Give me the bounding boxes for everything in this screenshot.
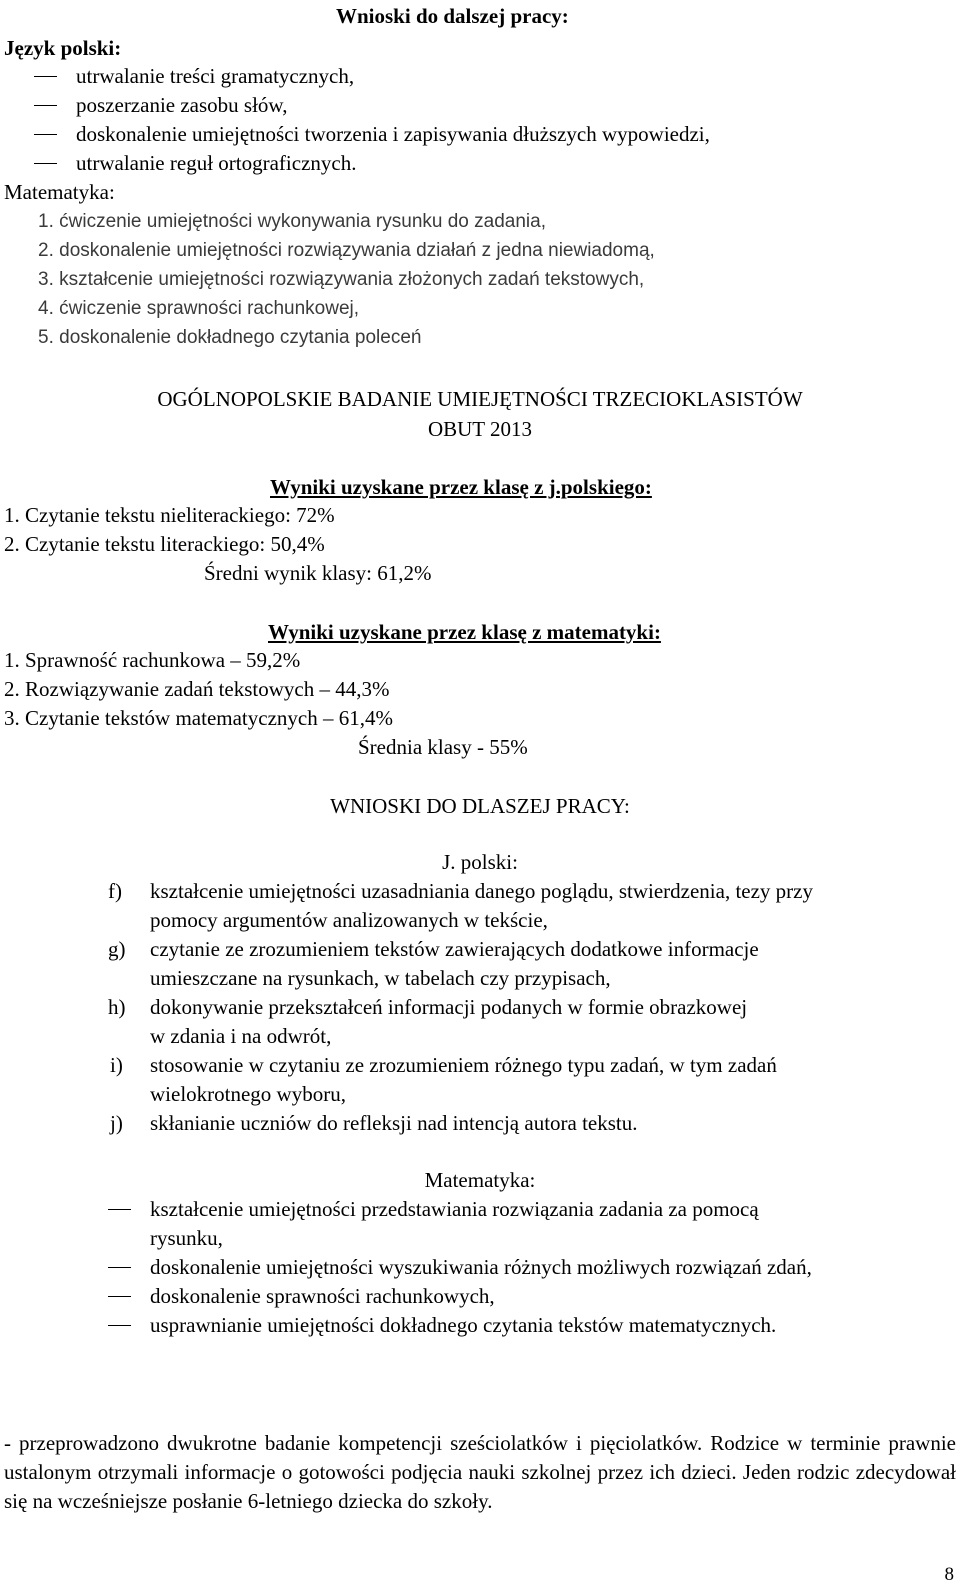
jpolski-item-line: czytanie ze zrozumieniem tekstów zawierających dodatkowe informacje [150,937,759,961]
math-item: 3. kształcenie umiejętności rozwiązywania złożonych zadań tekstowych, [38,269,645,290]
polish-average: Średni wynik klasy: 61,2% [204,561,432,585]
jpolski-item-line: umieszczane na rysunkach, w tabelach czy przypisach, [150,966,611,990]
jpolski-item-line: w zdania i na odwrót, [150,1024,332,1048]
jpolski-item-line: dokonywanie przekształceń informacji podanych w formie obrazkowej [150,995,748,1019]
polish-item: doskonalenie umiejętności tworzenia i zapisywania dłuższych wypowiedzi, [76,120,710,149]
polish-result: 2. Czytanie tekstu literackiego: 50,4% [4,532,325,556]
math2-item: doskonalenie umiejętności wyszukiwania różnych możliwych rozwiązań zdań, [150,1253,812,1282]
obut-year: OBUT 2013 [427,417,533,441]
math-result: 3. Czytanie tekstów matematycznych – 61,4% [4,706,393,730]
jpolski-heading: J. polski: [442,850,518,874]
jpolski-item-line: wielokrotnego wyboru, [150,1082,346,1106]
math-heading: Matematyka: [4,180,115,204]
obut-title: OGÓLNOPOLSKIE BADANIE UMIEJĘTNOŚCI TRZECIOKLASISTÓW [157,387,803,411]
math2-heading: Matematyka: [424,1168,536,1192]
polish-results-heading: Wyniki uzyskane przez klasę z j.polskiego: [270,475,652,499]
math-result: 1. Sprawność rachunkowa – 59,2% [4,648,301,672]
math-average: Średnia klasy - 55% [358,735,528,759]
page-number: 8 [944,1564,954,1585]
math-item: 1. ćwiczenie umiejętności wykonywania rysunku do zadania, [38,211,546,232]
section-title: Wnioski do dalszej pracy: [336,4,569,28]
conclusions-title: WNIOSKI DO DLASZEJ PRACY: [330,794,630,818]
item-letter: g) [108,937,126,961]
item-letter: i) [110,1053,123,1077]
jpolski-item-line: kształcenie umiejętności uzasadniania danego poglądu, stwierdzenia, tezy przy [150,879,813,903]
jpolski-item-line: pomocy argumentów analizowanych w tekście, [150,908,548,932]
final-paragraph: - przeprowadzono dwukrotne badanie kompetencji sześciolatków i pięciolatków. Rodzice w terminie prawnie ustalonym otrzymali informacje o gotowości podjęcia nauki szkolnej przez ich dzieci. Jeden rodzic zdecydował się na wcześniejsze posłanie 6-letniego dziecka do szkoły. [4,1431,956,1513]
math-item: 2. doskonalenie umiejętności rozwiązywania działań z jedna niewiadomą, [38,240,655,261]
polish-item: poszerzanie zasobu słów, [76,91,287,120]
item-letter: j) [110,1111,123,1135]
math-item: 4. ćwiczenie sprawności rachunkowej, [38,298,360,319]
jpolski-item-line: skłanianie uczniów do refleksji nad intencją autora tekstu. [150,1111,638,1135]
math2-item-cont: rysunku, [150,1226,223,1250]
math2-item: usprawnianie umiejętności dokładnego czytania tekstów matematycznych. [150,1311,776,1340]
math2-item: doskonalenie sprawności rachunkowych, [150,1282,495,1311]
polish-item: utrwalanie treści gramatycznych, [76,62,354,91]
polish-heading: Język polski: [4,36,122,60]
polish-result: 1. Czytanie tekstu nieliterackiego: 72% [4,503,335,527]
item-letter: f) [108,879,122,903]
math-results-heading: Wyniki uzyskane przez klasę z matematyki: [268,620,661,644]
math2-item: kształcenie umiejętności przedstawiania rozwiązania zadania za pomocą [150,1195,759,1224]
polish-item: utrwalanie reguł ortograficznych. [76,149,356,178]
math-result: 2. Rozwiązywanie zadań tekstowych – 44,3% [4,677,390,701]
jpolski-item-line: stosowanie w czytaniu ze zrozumieniem różnego typu zadań, w tym zadań [150,1053,777,1077]
math-item: 5. doskonalenie dokładnego czytania poleceń [38,327,422,348]
item-letter: h) [108,995,126,1019]
